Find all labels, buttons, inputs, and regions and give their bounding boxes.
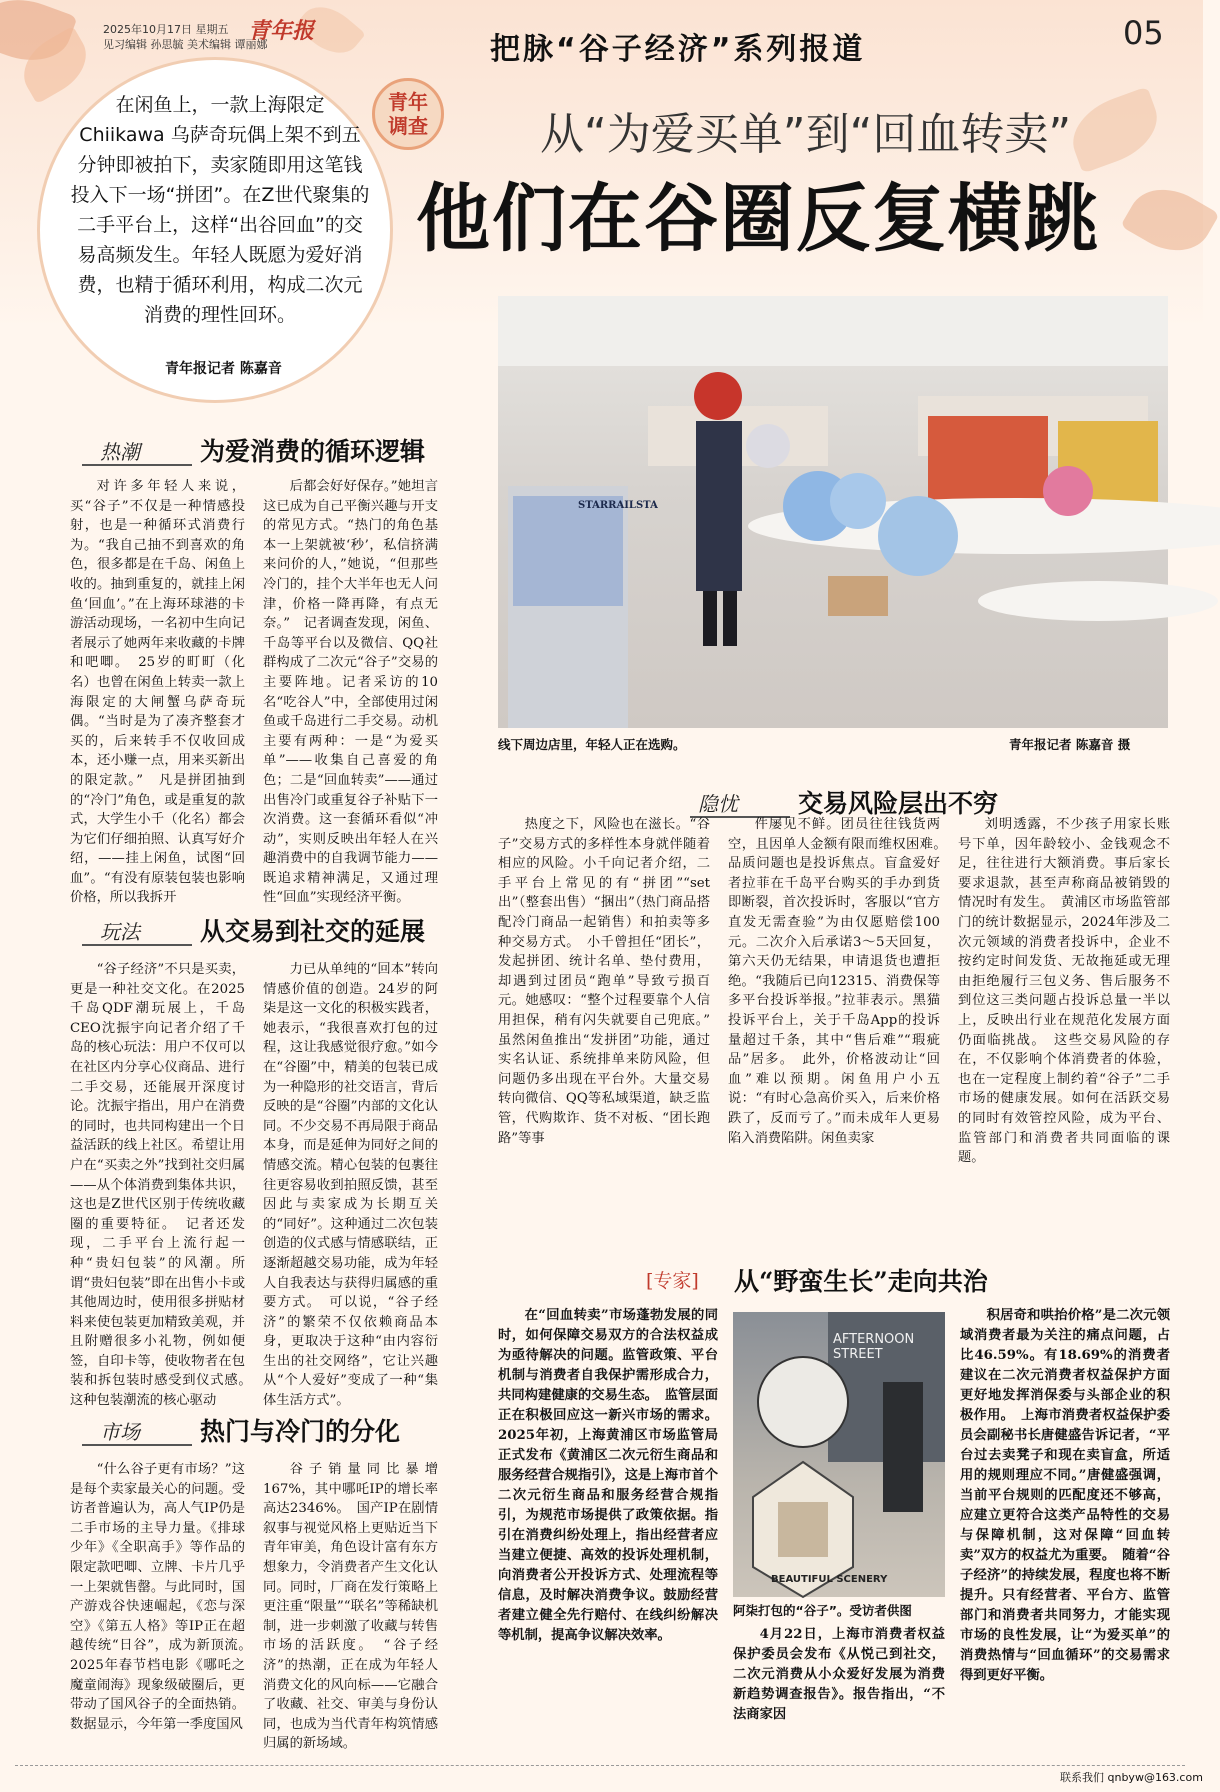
section-tag: [专家]	[646, 1270, 699, 1292]
article-column: “谷子经济”不只是买卖，更是一种社交文化。在2025千岛QDF潮玩展上，千岛CEO沈振宇向记者介绍了千岛的核心玩法：用户不仅可以在社区内分享心仪商品、进行二手交易，还能展开深度讨论。沈振宇指出，用户在消费的同时，也共同构建出一个日益活跃的线上社区。希望让用户在“买卖之外”找到社交归属——从个体消费到集体共识，这也是Z世代区别于传统收藏圈的重要特征。 记者还发现，二手平台上流行起一种“贵妇包装”的风潮。所谓“贵妇包装”即在出售小卡或其他周边时，使用很多拼贴材料来使包装更加精致美观，并且附赠很多小礼物，例如便签，自印卡等，使收物者在包装和拆包装时感受到仪式感。 这种包装潮流的核心驱动	[70, 962, 259, 1409]
article-column: 4月22日，上海市消费者权益保护委员会发布《从悦己到社交，二次元消费从小众爱好发展为消费新趋势调查报告》。报告指出，“不法商家因	[733, 1627, 945, 1722]
section-heading-expert	[646, 1262, 1166, 1298]
article-column: 件屡见不鲜。团员往往钱货两空，且因单人金额有限而维权困难。 品质问题也是投诉焦点。盲盒爱好者拉菲在千岛平台购买的手办到货即断裂，首次投诉时，客服以“官方直发无需查验”为由仅愿赔偿100元。二次介入后承诺3～5天回复，第六天仍无结果，申请退货也遭拒绝。“我随后已向12315、消费保等多平台投诉举报。”拉菲表示。黑猫投诉平台上，关于千岛App的投诉量超过千条，其中“售后难”“瑕疵品”居多。 此外，价格波动让“回血”难以预期。闲鱼用户小五说：“有时心急高价买入，后来价格跌了，反而亏了。”而未成年人更易陷入消费陷阱。闲鱼卖家	[728, 817, 954, 1146]
section-title: 交易风险层出不穷	[798, 789, 999, 818]
newspaper-logo: 青年报	[248, 18, 315, 44]
edition-date: 2025年10月17日 星期五	[103, 23, 229, 36]
contact-footer: 联系我们 qnbyw@163.com	[1060, 1771, 1203, 1784]
article-column: “什么谷子更有市场？”这是每个卖家最关心的问题。受访者普遍认为，高人气IP仍是二手市场的主导力量。《排球少年》《全职高手》等作品的限定款吧唧、立牌、卡片几乎一上架就售罄。与此同时，国产游戏谷快速崛起，《恋与深空》《第五人格》等IP正在超越传统“日谷”，成为新顶流。 2025年春节档电影《哪吒之魔童闹海》现象级破圈后，更带动了国风谷子的全面热销。数据显示，今年第一季度国风	[70, 1462, 259, 1732]
store-sign: STARRAILSTA	[578, 500, 658, 511]
section-tag: 隐忧	[698, 792, 738, 816]
section-divider	[82, 1444, 192, 1446]
page-number: 05	[1123, 14, 1164, 52]
store-photo-illustration	[498, 296, 1168, 728]
article-column: 刘明透露，不少孩子用家长账号下单，因年龄较小、金钱观念不足，往往进行大额消费。事后家长要求退款，甚至声称商品被销毁的情况时有发生。 黄浦区市场监管部门的统计数据显示，2024年涉及二次元领域的消费者投诉中，企业不按约定时间发货、无故拖延或无理由拒绝履行三包义务、售后服务不到位这三类问题占投诉总量一半以上，反映出行业在规范化发展方面仍面临挑战。 这些交易风险的存在，不仅影响个体消费者的体验，也在一定程度上制约着“谷子”二手市场的健康发展。如何在活跃交易的同时有效管控风险，成为平台、监管部门和消费者共同面临的课题。	[958, 817, 1170, 1166]
section-divider	[82, 944, 192, 946]
lead-author: 青年报记者 陈嘉音	[165, 361, 282, 377]
section-tag: 热潮	[100, 440, 140, 464]
photo-lettering-bottom: BEAUTIFUL SCENERY	[771, 1574, 888, 1585]
subtitle: 从“为爱买单”到“回血转卖”	[540, 109, 1072, 160]
article-column: 热度之下，风险也在滋长。“谷子”交易方式的多样性本身就伴随着相应的风险。小千向记者介绍，二手平台上常见的有“拼团”“set出”（整套出售）“捆出”（热门商品搭配冷门商品一起销售）和拍卖等多种交易方式。 小千曾担任“团长”，发起拼团、统计名单、垫付费用，却遇到过团员“跑单”导致亏损百元。她感叹：“整个过程要靠个人信用担保，稍有闪失就要自己兜底。” 虽然闲鱼推出“发拼团”功能，通过实名认证、系统排单来防风险，但问题仍多出现在平台外。大量交易转向微信、QQ等私域渠道，缺乏监管，代购欺诈、货不对板、“团长跑路”等事	[498, 817, 724, 1146]
packaging-photo	[733, 1312, 945, 1597]
section-tag: 市场	[100, 1420, 140, 1444]
section-title: 从交易到社交的延展	[200, 917, 426, 946]
photo-lettering-top: AFTERNOON STREET	[833, 1332, 915, 1362]
section-title: 为爱消费的循环逻辑	[200, 437, 426, 466]
article-column: 积居奇和哄抬价格”是二次元领域消费者最为关注的痛点问题，占比46.59%。有18.69%的消费者建议在二次元消费者权益保护方面更好地发挥消保委与头部企业的积极作用。 上海市消费者权益保护委员会副秘书长唐健盛告诉记者，“平台过去卖凳子和现在卖盲盒，所适用的规则理应不同。”唐健盛强调，当前平台规则的匹配度还不够高，应建立更符合这类产品特性的交易与保障机制，这对保障“回血转卖”双方的权益尤为重要。 随着“谷子经济”的持续发展，程度也将不断提升。只有经营者、平台方、监管部门和消费者共同努力，才能实现市场的良性发展，让“为爱买单”的消费热情与“回血循环”的交易需求得到更好平衡。	[960, 1308, 1170, 1683]
section-divider	[82, 464, 192, 466]
footer-divider	[15, 1765, 1185, 1766]
section-heading-market	[82, 1410, 482, 1450]
article-column: 对许多年轻人来说，买“谷子”不仅是一种情感投射，也是一种循环式消费行为。“我自己抽不到喜欢的角色，很多都是在千岛、闲鱼上收的。抽到重复的，就挂上闲鱼‘回血’。”在上海环球港的卡游活动现场，一名初中生向记者展示了她两年来收藏的卡牌和吧唧。 25岁的町町（化名）也曾在闲鱼上转卖一款上海限定的大闸蟹乌萨奇玩偶。“当时是为了凑齐整套才买的，后来转手不仅收回成本，还小赚一点，用来买新出的限定款。” 凡是拼团抽到的“冷门”角色，或是重复的款式，大学生小千（化名）都会为它们仔细拍照、认真写好介绍，——挂上闲鱼，试图“回血”。“有没有原装包装也影响价格，所以我拆开	[70, 479, 245, 906]
badge-line2: 调查	[388, 114, 428, 138]
article-column: 后都会好好保存。”她坦言这已成为自己平衡兴趣与开支的常见方式。“热门的角色基本一上架就被‘秒’，私信挤满来问价的人，”她说，“但那些冷门的，挂个大半年也无人问津，价格一降再降，有点无奈。” 记者调查发现，闲鱼、千岛等平台以及微信、QQ社群构成了二次元“谷子”交易的主要阵地。记者采访的10名“吃谷人”中，全部使用过闲鱼或千岛进行二手交易。动机主要有两种：一是“为爱买单”——收集自己喜爱的角色；二是“回血转卖”——通过出售冷门或重复谷子补贴下一次消费。这一套循环看似“冲动”，实则反映出年轻人在兴趣消费中的自我调节能力——既追求精神满足，又通过理性“回血”实现经济平衡。	[263, 479, 438, 906]
page-title: 他们在谷圈反复横跳	[416, 176, 1100, 262]
section-heading-gameplay	[82, 910, 482, 950]
photo-credit: 青年报记者 陈嘉音 摄	[1009, 737, 1131, 752]
edition-editors: 见习编辑 孙思毓 美术编辑 谭丽娜	[103, 38, 268, 51]
section-title: 热门与冷门的分化	[200, 1417, 401, 1446]
store-photo	[498, 296, 1168, 728]
investigation-badge	[372, 78, 444, 150]
photo-caption: 线下周边店里，年轻人正在选购。	[498, 737, 686, 752]
section-tag: 玩法	[100, 920, 140, 944]
article-column: 谷子销量同比暴增167%，其中哪吒IP的增长率高达2346%。 国产IP在剧情叙事与视觉风格上更贴近当下青年审美，角色设计富有东方想象力，令消费者产生文化认同。同时，厂商在发行策略上更注重“限量”“联名”等稀缺机制，进一步刺激了收藏与转售市场的活跃度。 “谷子经济”的热潮，正在成为年轻人消费文化的风向标——它融合了收藏、社交、审美与身份认同，也成为当代青年构筑情感归属的新场域。	[263, 1462, 438, 1752]
series-title: 把脉“谷子经济”系列报道	[490, 32, 866, 67]
article-column: 力已从单纯的“回本”转向情感价值的创造。24岁的阿柒是这一文化的积极实践者，她表示，“我很喜欢打包的过程，这让我感觉很疗愈。”如今在“谷圈”中，精美的包装已成为一种隐形的社交语言，背后反映的是“谷圈”内部的文化认同。不少交易不再局限于商品本身，而是延伸为同好之间的情感交流。精心包装的包裹往往更容易收到拍照反馈，甚至因此与卖家成为长期互关的“同好”。这种通过二次包装创造的仪式感与情感联结，正逐渐超越交易功能，成为年轻人自我表达与获得归属感的重要方式。 可以说，“谷子经济”的繁荣不仅依赖商品本身，更取决于这种“由内容衍生出的社交网络”，它让兴趣从“个人爱好”变成了一种“集体生活方式”。	[263, 962, 438, 1409]
photo-caption: 阿柒打包的“谷子”。受访者供图	[733, 1603, 912, 1618]
edition-meta	[103, 22, 268, 52]
lead-paragraph: 在闲鱼上，一款上海限定 Chiikawa 乌萨奇玩偶上架不到五分钟即被拍下，卖家随即用这笔钱投入下一场“拼团”。在Z世代聚集的二手平台上，这样“出谷回血”的交易高频发生。年轻人既愿为爱好消费，也精于循环利用，构成二次元消费的理性回环。	[70, 94, 370, 326]
maple-leaf-decoration	[1120, 174, 1219, 266]
section-title: 从“野蛮生长”走向共治	[734, 1267, 988, 1296]
article-column: 在“回血转卖”市场蓬勃发展的同时，如何保障交易双方的合法权益成为亟待解决的问题。监管政策、平台机制与消费者自我保护需形成合力，共同构建健康的交易生态。 监管层面正在积极回应这一新兴市场的需求。2025年初，上海黄浦区市场监管局正式发布《黄浦区二次元衍生商品和服务经营合规指引》，这是上海市首个二次元衍生商品和服务经营合规指引，为规范市场提供了政策依据。指引在消费纠纷处理上，指出经营者应当建立便捷、高效的投诉处理机制，向消费者公开投诉方式、处理流程等信息，及时解决消费争议。鼓励经营者建立健全先行赔付、在线纠纷解决等机制，提高争议解决效率。	[498, 1308, 718, 1643]
section-heading-hotspot	[82, 430, 482, 470]
badge-line1: 青年	[388, 90, 428, 114]
